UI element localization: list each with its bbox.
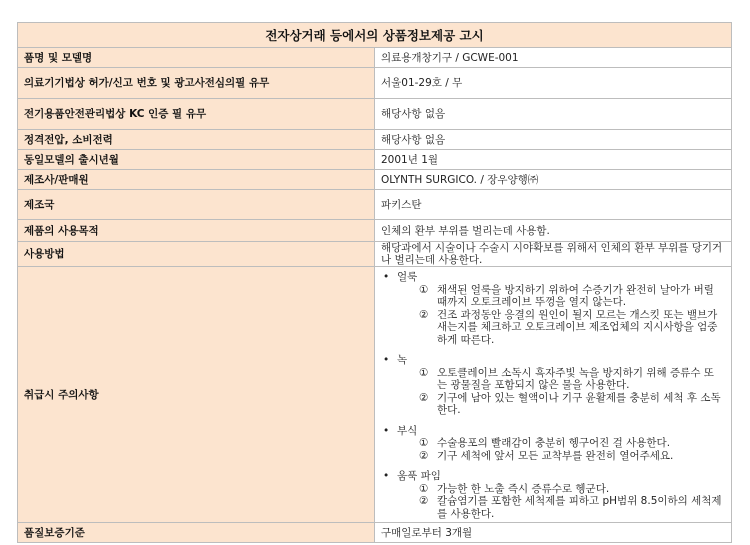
item-text: 수술용포의 빨래감이 충분히 헹구어진 걸 사용한다. [437, 437, 671, 449]
row-label: 품질보증기준 [18, 523, 375, 543]
precaution-section-rust [383, 354, 725, 417]
item-text: 가능한 한 노출 즉시 증류수로 헹군다. [437, 482, 610, 495]
item-number: ① [419, 283, 429, 296]
list-item [383, 392, 725, 417]
bullet-mark: • [383, 354, 390, 366]
item-number: ② [419, 495, 429, 507]
bullet-mark: • [383, 470, 390, 482]
item-text: 오토클레이브 소독시 흑자주빛 녹을 방지하기 위해 증류수 또는 광물질을 포함되지 않은 물을 사용한다. [437, 366, 714, 391]
info-row-purpose [18, 220, 732, 242]
item-number: ① [419, 482, 429, 495]
section-heading: 녹 [397, 354, 408, 366]
row-value: OLYNTH SURGICO. / 장우양행㈜ [375, 170, 732, 190]
list-item [383, 367, 725, 392]
bullet-mark: • [383, 424, 390, 437]
item-number: ② [419, 391, 429, 404]
list-item [383, 495, 725, 520]
section-heading: 얼룩 [397, 271, 418, 283]
list-item [383, 437, 725, 450]
bullet-mark: • [383, 271, 390, 283]
row-value: 해당사항 없음 [375, 130, 732, 150]
item-number: ② [419, 449, 429, 462]
notice-title: 전자상거래 등에서의 상품정보제공 고시 [18, 23, 732, 48]
precaution-section-corrosion [383, 425, 725, 463]
item-text: 건조 과정동안 응결의 원인이 될지 모르는 개스킷 또는 밸브가 새는지를 체크하고 오토크레이브 제조업체의 지시사항을 엄중하게 따른다. [437, 308, 718, 346]
info-row-warranty [18, 523, 732, 543]
title-row [18, 23, 732, 48]
row-label: 의료기기법상 허가/신고 번호 및 광고사전심의필 유무 [18, 68, 375, 99]
row-label: 품명 및 모델명 [18, 48, 375, 68]
row-label: 제조사/판매원 [18, 170, 375, 190]
row-value: 해당과에서 시술이나 수술시 시야확보를 위해서 인체의 환부 부위를 당기거나 벌리는데 사용한다. [375, 242, 732, 267]
info-row-product-name [18, 48, 732, 68]
info-row-manufacturer [18, 170, 732, 190]
info-row-country [18, 190, 732, 220]
section-heading: 부식 [397, 424, 418, 437]
precautions-list [381, 267, 725, 522]
list-item [383, 284, 725, 309]
row-label: 정격전압, 소비전력 [18, 130, 375, 150]
info-row-usage [18, 242, 732, 267]
row-label: 동일모델의 출시년월 [18, 150, 375, 170]
row-label: 전기용품안전관리법상 KC 인증 필 유무 [18, 99, 375, 130]
info-row-release-date [18, 150, 732, 170]
product-info-table [17, 22, 732, 543]
info-row-precautions [18, 267, 732, 523]
item-number: ① [419, 437, 429, 449]
row-label: 취급시 주의사항 [18, 267, 375, 523]
precautions-cell [375, 267, 732, 523]
item-text: 칼슘염기를 포함한 세척제를 피하고 pH범위 8.5이하의 세척제를 사용한다. [437, 495, 722, 520]
precaution-section-stain [383, 271, 725, 346]
row-value: 해당사항 없음 [375, 99, 732, 130]
list-item [383, 450, 725, 463]
row-value: 파키스탄 [375, 190, 732, 220]
row-value: 구매일로부터 3개월 [375, 523, 732, 543]
row-value: 서울01-29호 / 무 [375, 68, 732, 99]
precaution-section-pitting [383, 470, 725, 520]
list-item [383, 309, 725, 347]
info-row-license [18, 68, 732, 99]
row-label: 사용방법 [18, 242, 375, 267]
section-heading: 움푹 파임 [397, 470, 441, 482]
info-row-power [18, 130, 732, 150]
item-text: 기구 세척에 앞서 모든 교착부를 완전히 열어주세요. [437, 449, 674, 462]
row-value: 의료용개창기구 / GCWE-001 [375, 48, 732, 68]
row-label: 제품의 사용목적 [18, 220, 375, 242]
item-number: ① [419, 366, 429, 379]
info-row-kc-cert [18, 99, 732, 130]
row-value: 2001년 1월 [375, 150, 732, 170]
item-number: ② [419, 308, 429, 321]
row-label: 제조국 [18, 190, 375, 220]
item-text: 채색된 얼룩을 방지하기 위하여 수증기가 완전히 날아가 버릴 때까지 오토크레이브 뚜껑을 열지 않는다. [437, 283, 714, 308]
item-text: 기구에 남아 있는 혈액이나 기구 윤활제를 충분히 세척 후 소독한다. [437, 391, 721, 416]
list-item [383, 483, 725, 496]
row-value: 인체의 환부 부위를 벌리는데 사용함. [375, 220, 732, 242]
